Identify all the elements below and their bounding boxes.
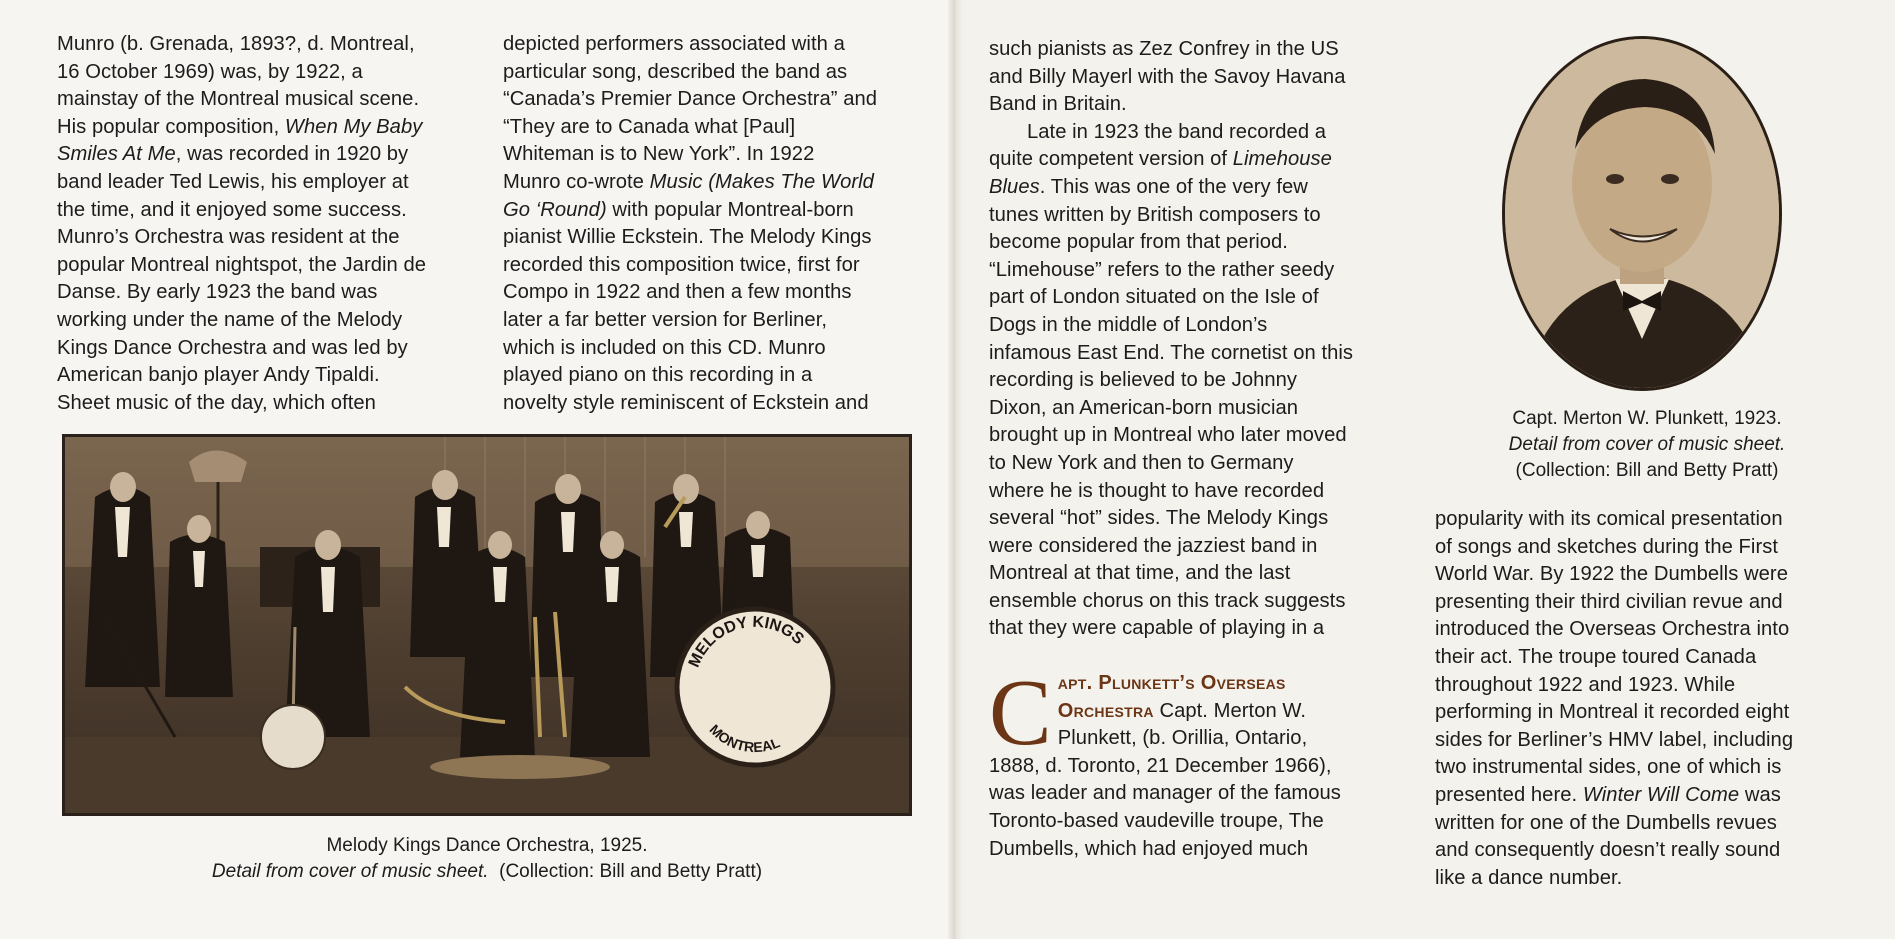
text-line: Montreal at that time, and the last [989,562,1291,585]
text-line: Dixon, an American-born musician [989,396,1299,419]
text-run: His popular composition, [57,115,285,138]
text-line: mainstay of the Montreal musical scene. [57,88,420,111]
text-column-3 [989,36,1401,863]
band-photo-caption [62,833,912,885]
text-column-4 [1435,506,1850,892]
text-line: such pianists as Zez Confrey in the US [989,38,1339,60]
text-line: Whiteman is to New York”. In 1922 [503,143,815,166]
text-line: written for one of the Dumbells revues [1435,811,1777,834]
text-line: recorded this composition twice, first for [503,253,860,276]
text-column-1 [57,31,462,417]
text-line: which is included on this CD. Munro [503,336,826,359]
text-line: the time, and it enjoyed some success. [57,198,407,221]
drum-text-top: MELODY KINGS [685,613,807,670]
text-line: novelty style reminiscent of Eckstein and [503,391,869,414]
text-line: performing in Montreal it recorded eight [1435,701,1790,724]
portrait-photo [1502,36,1782,391]
text-run: with popular Montreal-born [606,198,854,221]
text-line: Plunkett, (b. Orillia, Ontario, [1057,727,1308,750]
text-line: Munro (b. Grenada, 1893?, d. Montreal, [57,33,415,55]
text-line: become popular from that period. [989,231,1288,254]
text-line: 1888, d. Toronto, 21 December 1966), [989,754,1332,777]
text-line: 16 October 1969) was, by 1922, a [57,60,363,83]
text-line: were considered the jazziest band in [989,534,1318,557]
text-line: working under the name of the Melody [57,308,403,331]
text-line: “They are to Canada what [Paul] [503,115,796,138]
text-line [57,114,462,142]
text-line: ensemble chorus on this track suggests [989,589,1346,612]
drop-cap: C [989,661,1052,766]
text-run: . This was one of the very few [1039,175,1308,198]
text-line: depicted performers associated with a [503,33,845,55]
text-line: sides for Berliner’s HMV label, including [1435,728,1794,751]
caption-line: Capt. Merton W. Plunkett, 1923. [1512,408,1782,429]
section-heading: apt. Plunkett’s Overseas [1057,672,1286,695]
text-run: , was recorded in 1920 by [175,143,409,166]
text-line: Toronto-based vaudeville troupe, The [989,810,1324,833]
text-run: Capt. Merton W. [1153,699,1307,722]
text-line: American banjo player Andy Tipaldi. [57,364,380,387]
text-line: recording is believed to be Johnny [989,369,1298,392]
text-line: Band in Britain. [989,93,1127,116]
text-line [1435,782,1850,810]
text-line: Danse. By early 1923 the band was [57,281,378,304]
text-line: later a far better version for Berliner, [503,308,828,331]
text-line: “Canada’s Premier Dance Orchestra” and [503,88,878,111]
section-heading: Orchestra [1057,699,1154,722]
text-column-2 [503,31,928,417]
text-line: several “hot” sides. The Melody Kings [989,507,1329,530]
text-line: of songs and sketches during the First [1435,535,1779,558]
text-line: and consequently doesn’t really sound [1435,839,1781,862]
text-line: Dogs in the middle of London’s [989,313,1268,336]
text-line: World War. By 1922 the Dumbells were [1435,563,1788,586]
text-line [989,146,1401,174]
text-line: brought up in Montreal who later moved [989,424,1347,447]
text-line: Late in 1923 the band recorded a [1027,120,1327,143]
text-line: band leader Ted Lewis, his employer at [57,170,409,193]
band-photo [62,434,912,816]
caption-italic: Detail from cover of music sheet. [211,861,489,882]
text-line: was leader and manager of the famous [989,782,1341,805]
text-line: pianist Willie Eckstein. The Melody Kings [503,226,872,249]
caption-credit: (Collection: Bill and Betty Pratt) [499,861,763,882]
text-line: introduced the Overseas Orchestra into [1435,618,1790,641]
text-line: where he is thought to have recorded [989,479,1325,502]
song-title: Blues [989,175,1040,198]
text-line: to New York and then to Germany [989,451,1294,474]
text-run: was [1739,783,1781,806]
text-line: Kings Dance Orchestra and was led by [57,336,408,359]
text-line: Munro’s Orchestra was resident at the [57,226,400,249]
text-line [503,197,928,225]
book-gutter [948,0,962,939]
caption-line: Melody Kings Dance Orchestra, 1925. [326,835,648,856]
text-line: popularity with its comical presentation [1435,508,1783,530]
text-line: throughout 1922 and 1923. While [1435,673,1736,696]
text-line [989,174,1401,202]
text-line: infamous East End. The cornetist on this [989,341,1354,364]
song-title: Smiles At Me [57,143,176,166]
text-line: that they were capable of playing in a [989,617,1325,640]
song-title: Limehouse [1232,148,1332,171]
text-line: Dumbells, which had enjoyed much [989,837,1309,860]
text-line: “Limehouse” refers to the rather seedy [989,258,1335,281]
caption-credit: (Collection: Bill and Betty Pratt) [1515,460,1779,481]
text-line: particular song, described the band as [503,60,848,83]
text-line: played piano on this recording in a [503,364,813,387]
text-line: Sheet music of the day, which often [57,391,376,414]
song-title: Music (Makes The World [649,170,874,193]
text-run: presented here. [1435,783,1583,806]
text-line: presenting their third civilian revue and [1435,590,1783,613]
song-title: Winter Will Come [1582,783,1740,806]
caption-italic: Detail from cover of music sheet. [1508,434,1786,455]
text-line: Compo in 1922 and then a few months [503,281,852,304]
text-line: and Billy Mayerl with the Savoy Havana [989,65,1346,88]
text-run: quite competent version of [989,148,1233,171]
text-line [503,169,928,197]
portrait-caption [1432,406,1862,484]
section-plunkett [989,661,1401,863]
text-line [57,141,462,169]
text-line: their act. The troupe toured Canada [1435,645,1757,668]
text-line: like a dance number. [1435,866,1623,889]
song-title: Go ‘Round) [503,198,607,221]
text-line: popular Montreal nightspot, the Jardin de [57,253,427,276]
text-line: part of London situated on the Isle of [989,286,1319,309]
drum-text-bottom: MONTREAL [706,721,783,756]
text-line: two instrumental sides, one of which is [1435,756,1782,779]
song-title: When My Baby [284,115,423,138]
caption-line [62,859,912,885]
text-run: Munro co-wrote [503,170,650,193]
text-line: tunes written by British composers to [989,203,1321,226]
